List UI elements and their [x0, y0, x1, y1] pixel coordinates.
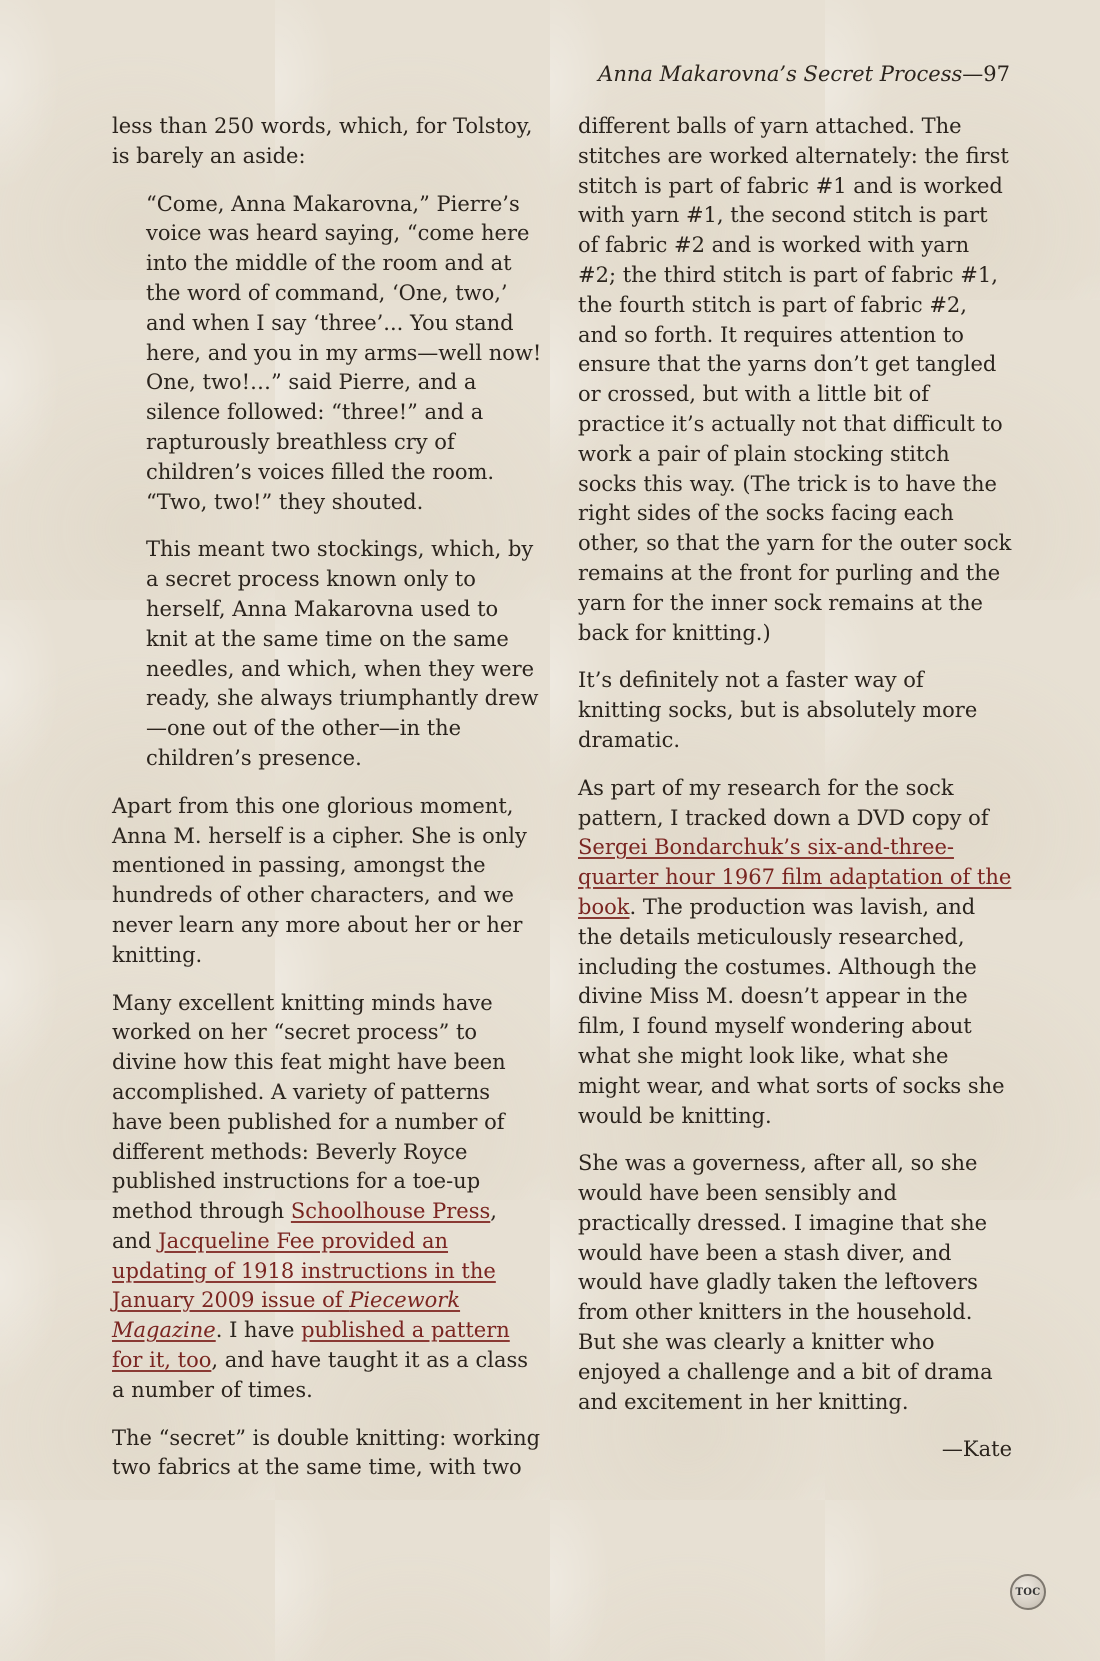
chapter-title: Anna Makarovna’s Secret Process [598, 62, 963, 86]
link-jacqueline-fee-text: Jacqueline Fee provided an updating of 1918 instructions in the January 2009 issue of [112, 1228, 496, 1313]
paragraph-cipher: Apart from this one glorious moment, Anna M. herself is a cipher. She is only mentioned in passing, amongst the hundreds of other characters, and we never learn any more about her or her knitting. [112, 793, 527, 967]
link-published-pattern[interactable]: published a pattern for it, too [112, 1318, 510, 1373]
text-segment: . I have [215, 1318, 302, 1343]
paragraph-knitting-minds [112, 989, 542, 1406]
text-segment: Many excellent knitting minds have worked on her “secret process” to divine how this feat might have been accomplished. A variety of patterns have been published for a number of different methods: Beverly Royce published instructions for a toe-up method through [112, 990, 506, 1224]
text-segment: , and [112, 1199, 497, 1253]
quote-pierre: “Come, Anna Makarovna,” Pierre’s voice was heard saying, “come here into the middle of the room and at the word of command, ‘One, two,’ and when I say ‘three’... You stand here, and you in my arms—well now! One, two!…” said Pierre, and a silence followed: “three!” and a rapturously breathless cry of children’s voices filled the room. “Two, two!” they shouted. [146, 191, 542, 514]
signature: —Kate [941, 1437, 1012, 1462]
toc-label: TOC [1015, 1586, 1041, 1598]
paragraph-double-knitting: The “secret” is double knitting: working two fabrics at the same time, with two [112, 1425, 541, 1480]
link-bondarchuk-film[interactable]: Sergei Bondarchuk’s six-and-three-quarter hour 1967 film adaptation of the book [578, 835, 1012, 919]
text-segment: , and have taught it as a class a number of times. [112, 1348, 529, 1402]
running-head [598, 62, 1010, 86]
paragraph-research [578, 774, 1012, 1132]
quote-stockings: This meant two stockings, which, by a secret process known only to herself, Anna Makarovna used to knit at the same time on the same needles, and which, when they were ready, she always triumphantly drew—one out of the other—in the children’s presence. [146, 537, 539, 770]
title-dash: — [962, 62, 984, 86]
paragraph-governess: She was a governess, after all, so she would have been sensibly and practically dressed. I imagine that she would have been a stash diver, and would have gladly taken the leftovers from other knitters in the household. But she was clearly a knitter who enjoyed a challenge and a bit of drama and excitement in her knitting. [578, 1151, 993, 1414]
paragraph-yarn-balls: different balls of yarn attached. The stitches are worked alternately: the first stitch is part of fabric #1 and is worked with yarn #1, the second stitch is part of fabric #2 and is worked with yarn #2; the third stitch is part of fabric #1, the fourth stitch is part of fabric #2, and so forth. It requires attention to ensure that the yarns don’t get tangled or crossed, but with a little bit of practice it’s actually not that difficult to work a pair of plain stocking stitch socks this way. (The trick is to have the right sides of the socks facing each other, so that the yarn for the outer sock remains at the front for purling and the yarn for the inner sock remains at the back for knitting.) [578, 114, 1012, 645]
toc-button[interactable] [1010, 1574, 1046, 1610]
paragraph-intro: less than 250 words, which, for Tolstoy, is barely an aside: [112, 114, 533, 168]
page-number: 97 [983, 62, 1010, 86]
left-column [112, 112, 542, 1501]
text-segment: . The production was lavish, and the details meticulously researched, including the costumes. Although the divine Miss M. doesn’t appear in the film, I found myself wondering about what she might look like, what she might wear, and what sorts of socks she would be knitting. [578, 894, 1005, 1128]
text-segment: As part of my research for the sock pattern, I tracked down a DVD copy of [578, 775, 989, 830]
link-piecework-magazine: Piecework Magazine [112, 1288, 461, 1343]
paragraph-dramatic: It’s definitely not a faster way of knitting socks, but is absolutely more dramatic. [578, 668, 978, 752]
link-schoolhouse-press[interactable]: Schoolhouse Press [290, 1199, 491, 1224]
right-column [578, 112, 1012, 1483]
